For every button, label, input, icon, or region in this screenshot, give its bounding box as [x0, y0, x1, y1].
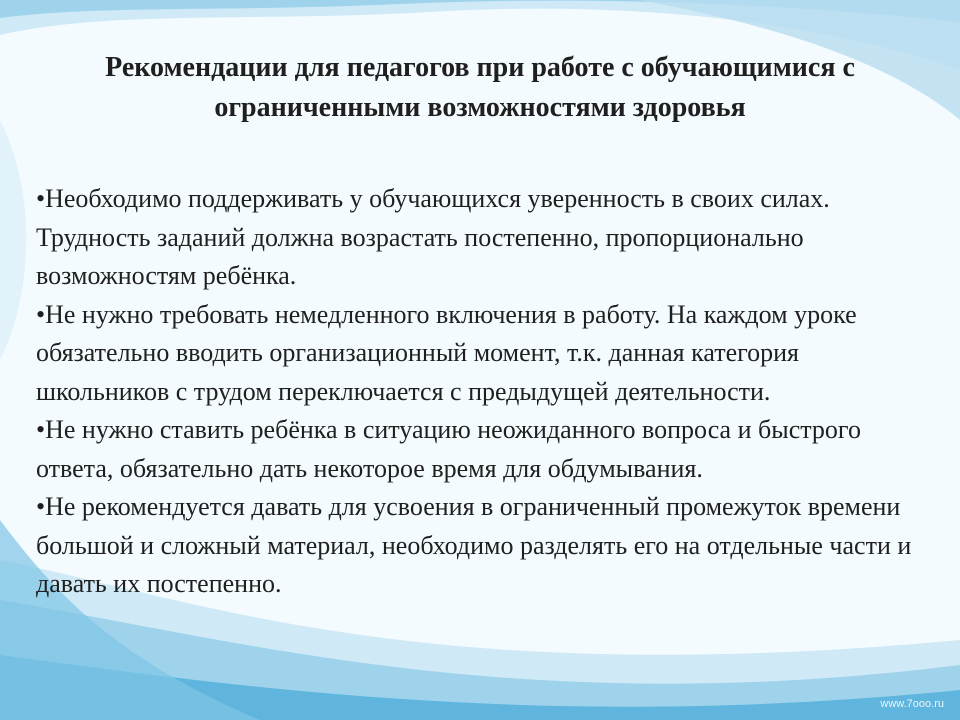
list-item: [36, 296, 936, 412]
bullet-icon: •: [36, 415, 46, 444]
list-item-text: Не нужно требовать немедленного включения в работу. На каждом уроке обязательно вводить организационный момент, т.к. данная категория школьников с трудом переключается с предыдущей деятельности.: [36, 299, 857, 406]
list-item: [36, 411, 936, 488]
slide-title: Рекомендации для педагогов при работе с обучающимися с ограниченными возможностями здоровья: [105, 52, 855, 123]
recommendations-list: [36, 180, 936, 604]
list-item: [36, 180, 936, 296]
list-item-text: Не рекомендуется давать для усвоения в ограниченный промежуток времени большой и сложный материал, необходимо разделять его на отдельные части и давать их постепенно.: [36, 492, 912, 598]
list-item-text: Необходимо поддерживать у обучающихся уверенность в своих силах. Трудность заданий должна возрастать постепенно, пропорционально возможностям ребёнка.: [36, 184, 830, 290]
bullet-icon: •: [36, 492, 46, 521]
bullet-icon: •: [36, 184, 46, 213]
left-wave: [0, 120, 26, 360]
bullet-icon: •: [36, 299, 46, 329]
list-item-text: Не нужно ставить ребёнка в ситуацию неожиданного вопроса и быстрого ответа, обязательно дать некоторое время для обдумывания.: [36, 415, 861, 483]
list-item: [36, 488, 936, 604]
watermark: www.7ooo.ru: [880, 698, 944, 710]
